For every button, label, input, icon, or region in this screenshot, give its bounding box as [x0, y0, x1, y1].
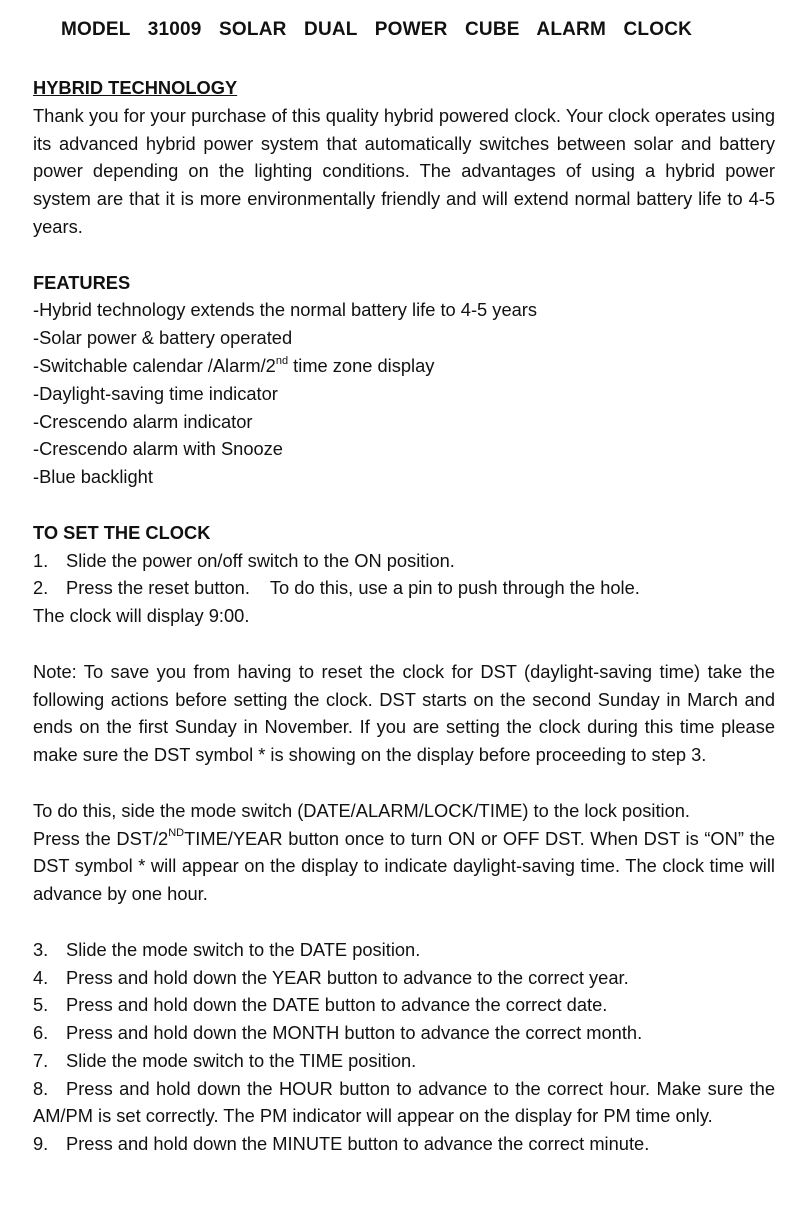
features-section	[33, 269, 775, 491]
feature-item: -Crescendo alarm indicator	[33, 410, 253, 432]
step-item	[33, 1019, 775, 1047]
step-number: 5.	[33, 994, 49, 1016]
step-item	[33, 547, 775, 575]
superscript: ND	[168, 827, 185, 840]
step-text: Press the reset button. To do this, use a pin to push through the hole.	[66, 577, 640, 599]
set-clock-heading: TO SET THE CLOCK	[33, 521, 211, 543]
hybrid-heading: HYBRID TECHNOLOGY	[33, 77, 238, 98]
step-text: Slide the mode switch to the TIME position.	[66, 1049, 417, 1071]
feature-text: -Switchable calendar /Alarm/2	[33, 354, 276, 376]
step-item	[33, 1075, 775, 1131]
step-number: 3.	[33, 938, 49, 960]
step-number: 6.	[33, 1022, 49, 1044]
step-text: Slide the mode switch to the DATE position.	[66, 938, 421, 960]
note-section	[33, 658, 775, 769]
step-text: Press and hold down the MONTH button to advance the correct month.	[66, 1022, 643, 1044]
manual-content	[33, 74, 775, 1186]
note-text: Note: To save you from having to reset the clock for DST (daylight-saving time) take the following actions before setting the clock. DST starts on the second Sunday in March and ends on the first Sunday in November. If you are setting the clock during this time please make sure the DST symbol * is showing on the display before proceeding to step 3.	[33, 660, 775, 766]
hybrid-body: Thank you for your purchase of this quality hybrid powered clock. Your clock operates using its advanced hybrid power system that automatically switches between solar and battery power depending on the lighting conditions. The advantages of using a hybrid power system are that it is more environmentally friendly and will extend normal battery life to 4-5 years.	[33, 104, 775, 237]
dst-text: TIME/YEAR button once to turn ON or OFF DST. When DST is “ON” the DST symbol * will appear on the display to indicate daylight-saving time. The clock time will advance by one hour.	[33, 827, 775, 905]
document-title: MODEL 31009 SOLAR DUAL POWER CUBE ALARM CLOCK	[61, 19, 693, 40]
step-item	[33, 1130, 775, 1158]
step-number: 4.	[33, 966, 49, 988]
feature-item: -Blue backlight	[33, 466, 153, 488]
step-text: Slide the power on/off switch to the ON position.	[66, 549, 455, 571]
feature-item: -Daylight-saving time indicator	[33, 382, 278, 404]
step-item	[33, 1047, 775, 1075]
feature-item: -Hybrid technology extends the normal battery life to 4-5 years	[33, 299, 538, 321]
feature-text: time zone display	[288, 354, 435, 376]
step-item	[33, 936, 775, 964]
set-clock-section	[33, 519, 775, 630]
step-number: 9.	[33, 1133, 49, 1155]
features-heading: FEATURES	[33, 271, 131, 293]
dst-line-1: To do this, side the mode switch (DATE/ALARM/LOCK/TIME) to the lock position.	[33, 799, 691, 821]
hybrid-section	[33, 74, 775, 241]
step-number: 2.	[33, 577, 49, 599]
step-text: Press and hold down the DATE button to advance the correct date.	[66, 994, 608, 1016]
feature-item	[33, 352, 775, 380]
feature-item: -Crescendo alarm with Snooze	[33, 438, 283, 460]
step-item	[33, 964, 775, 992]
step-text: Press and hold down the YEAR button to advance to the correct year.	[66, 966, 629, 988]
display-note: The clock will display 9:00.	[33, 605, 250, 627]
dst-section	[33, 797, 775, 908]
feature-item: -Solar power & battery operated	[33, 327, 293, 349]
step-number: 7.	[33, 1049, 49, 1071]
step-item	[33, 991, 775, 1019]
step-text: Press and hold down the MINUTE button to advance the correct minute.	[66, 1133, 650, 1155]
step-text: Press and hold down the HOUR button to advance to the correct hour. Make sure the AM/PM is set correctly. The PM indicator will appear on the display for PM time only.	[33, 1077, 775, 1127]
step-number: 1.	[33, 549, 49, 571]
steps-section	[33, 936, 775, 1158]
step-item	[33, 574, 775, 602]
step-number: 8.	[33, 1077, 49, 1099]
dst-text: Press the DST/2	[33, 827, 169, 849]
superscript: nd	[275, 354, 289, 367]
